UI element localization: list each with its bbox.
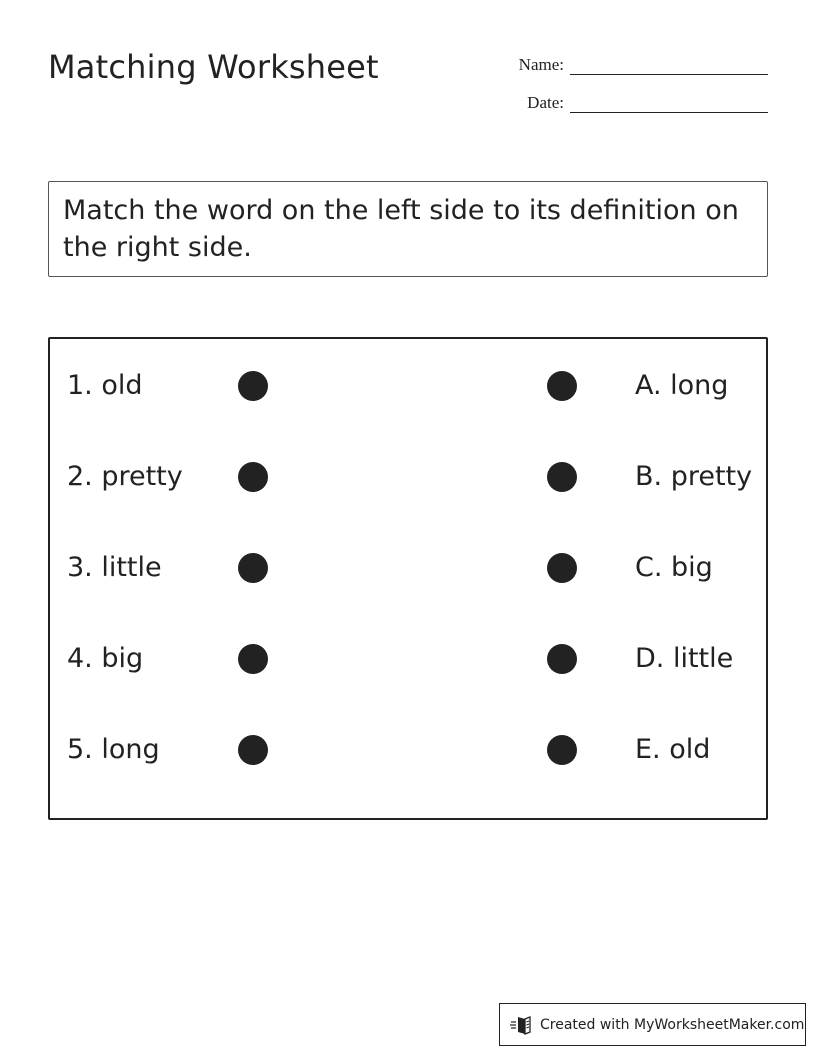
- match-row: [50, 730, 766, 770]
- match-row: [50, 457, 766, 497]
- date-label: Date:: [527, 93, 564, 112]
- right-item: A. long: [635, 370, 729, 401]
- date-blank-line: [570, 90, 768, 113]
- credit-text: Created with MyWorksheetMaker.com: [540, 1016, 805, 1033]
- match-row: [50, 366, 766, 406]
- right-match-dot: [547, 644, 577, 674]
- book-pages-icon: [510, 1014, 532, 1036]
- name-field: [500, 52, 768, 75]
- left-item: 2. pretty: [67, 461, 183, 492]
- left-item: 4. big: [67, 643, 144, 674]
- left-match-dot: [238, 553, 268, 583]
- matching-box: [48, 337, 768, 820]
- left-item: 5. long: [67, 734, 160, 765]
- left-match-dot: [238, 735, 268, 765]
- worksheet-title: Matching Worksheet: [48, 48, 379, 86]
- left-item: 3. little: [67, 552, 162, 583]
- right-item: E. old: [635, 734, 711, 765]
- right-item: C. big: [635, 552, 713, 583]
- right-item: D. little: [635, 643, 734, 674]
- left-match-dot: [238, 371, 268, 401]
- instructions-box: Match the word on the left side to its definition on the right side.: [48, 181, 768, 277]
- right-match-dot: [547, 735, 577, 765]
- right-item: B. pretty: [635, 461, 753, 492]
- match-row: [50, 548, 766, 588]
- date-field: [500, 90, 768, 113]
- left-match-dot: [238, 462, 268, 492]
- match-row: [50, 639, 766, 679]
- name-blank-line: [570, 52, 768, 75]
- name-label: Name:: [518, 55, 564, 74]
- left-match-dot: [238, 644, 268, 674]
- right-match-dot: [547, 553, 577, 583]
- right-match-dot: [547, 371, 577, 401]
- left-item: 1. old: [67, 370, 143, 401]
- right-match-dot: [547, 462, 577, 492]
- credit-badge: [499, 1003, 806, 1046]
